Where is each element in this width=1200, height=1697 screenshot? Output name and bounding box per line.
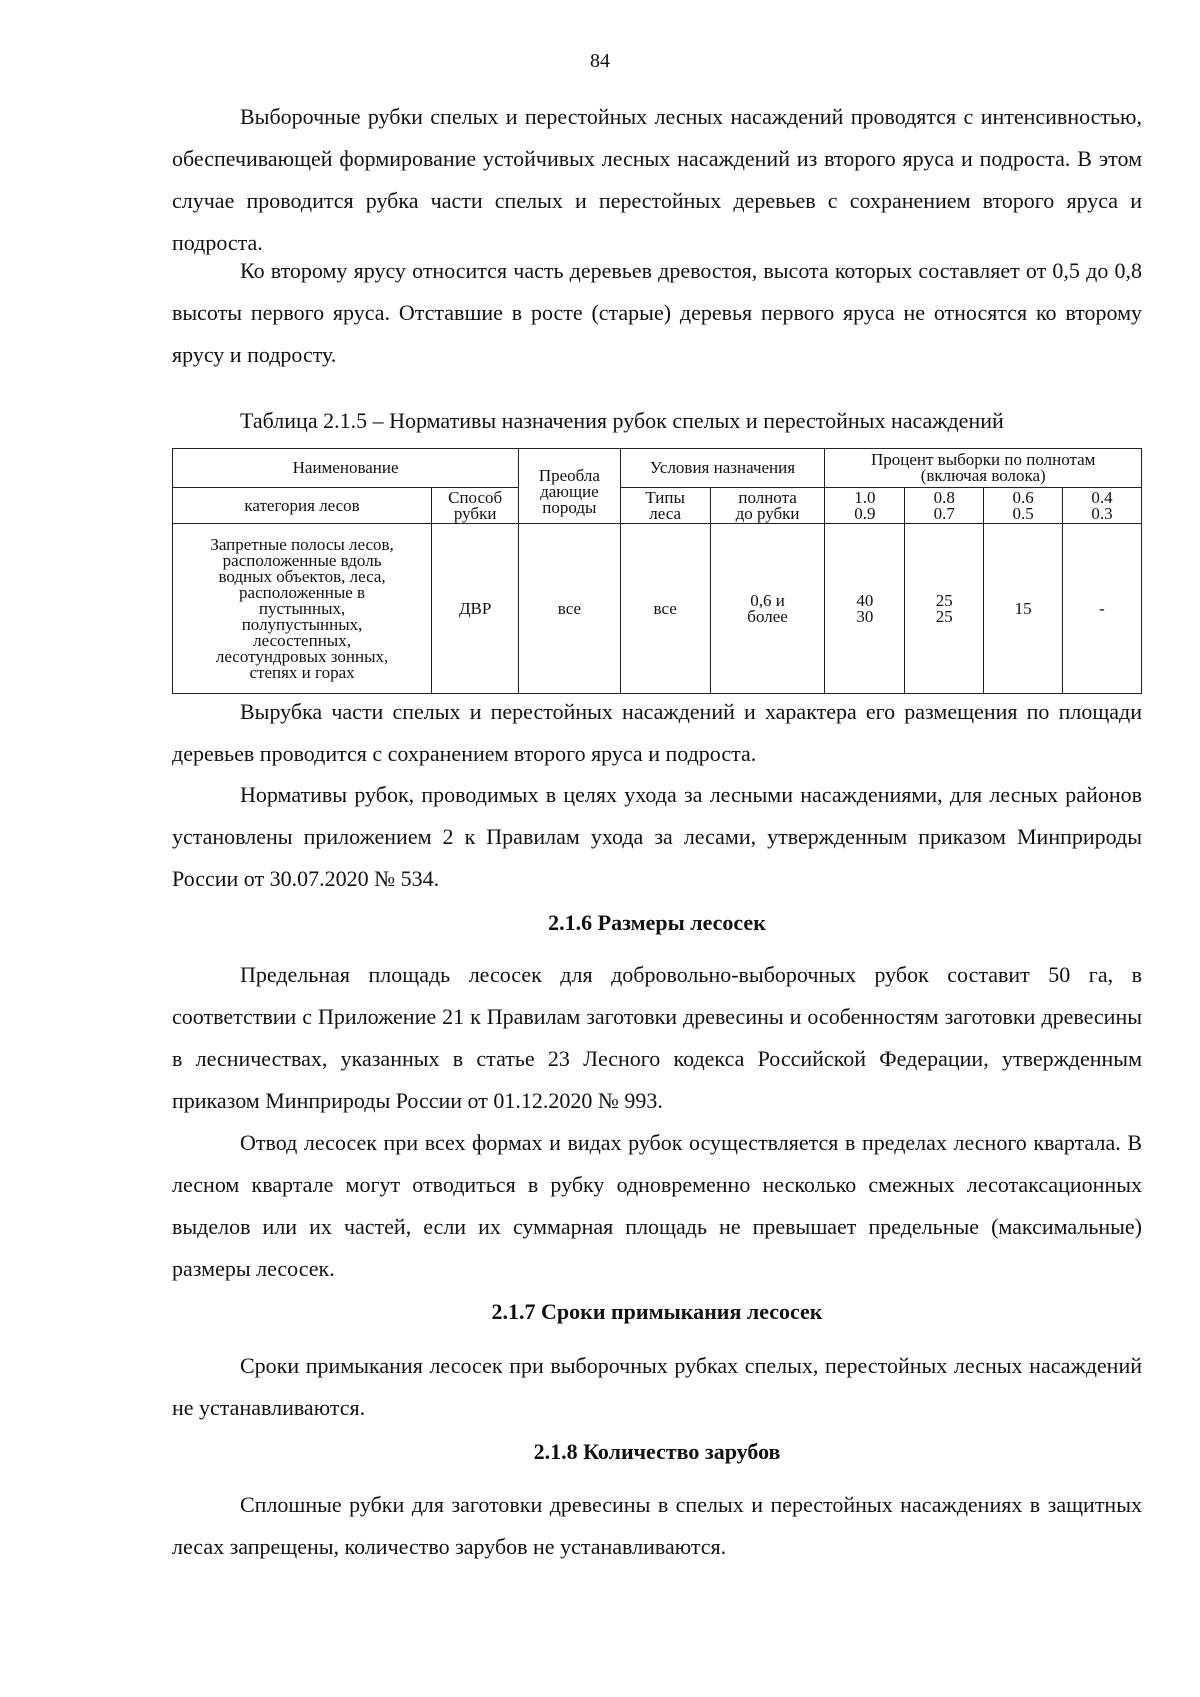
- table-row: [173, 524, 1142, 694]
- cell-method: ДВР: [432, 524, 519, 694]
- table-header-row-1: [173, 449, 1142, 488]
- cell-forest-category: Запретные полосы лесов, расположенные вдоль водных объектов, леса, расположенные в пустынных, полупустынных, лесостепных, лесотундровых зонных, степях и горах: [173, 524, 432, 694]
- paragraph-partial-felling: Вырубка части спелых и перестойных насаждений и характера его размещения по площади деревьев проводится с сохранением второго яруса и подроста.: [172, 699, 1142, 766]
- paragraph-allotment: Отвод лесосек при всех формах и видах рубок осуществляется в пределах лесного квартала. В лесном квартале могут отводиться в рубку одновременно несколько смежных лесотаксационных выделов или их частей, если их суммарная площадь не превышает предельные (максимальные) размеры лесосек.: [172, 1130, 1142, 1281]
- paragraph-adjacency: Сроки примыкания лесосек при выборочных рубках спелых, перестойных лесных насаждений не устанавливаются.: [172, 1353, 1142, 1420]
- cell-percent-3: 15: [984, 524, 1063, 694]
- table-header-row-2: [173, 488, 1142, 524]
- cell-forest-types: все: [620, 524, 710, 694]
- header-density-2: 0.8 0.7: [905, 488, 984, 524]
- header-density: полнота до рубки: [710, 488, 825, 524]
- paragraph-clear-felling: Сплошные рубки для заготовки древесины в спелых и перестойных насаждениях в защитных лесах запрещены, количество зарубов не устанавливаются.: [172, 1492, 1142, 1559]
- heading-cutting-area-size: 2.1.6 Размеры лесосек: [548, 910, 766, 935]
- table-caption: Таблица 2.1.5 – Нормативы назначения рубок спелых и перестойных насаждений: [240, 408, 1004, 433]
- header-species: Преобла дающие породы: [519, 449, 620, 524]
- paragraph-care-norms: Нормативы рубок, проводимых в целях ухода за лесными насаждениями, для лесных районов установлены приложением 2 к Правилам ухода за лесами, утвержденным приказом Минприроды России от 30.07.2020 № 534.: [172, 782, 1142, 891]
- header-density-3: 0.6 0.5: [984, 488, 1063, 524]
- paragraph-selective-felling: Выборочные рубки спелых и перестойных лесных насаждений проводятся с интенсивностью, обеспечивающей формирование устойчивых лесных насаждений из второго яруса и подроста. В этом случае проводится рубка части спелых и перестойных деревьев с сохранением второго яруса и подроста.: [172, 104, 1142, 255]
- header-name: Наименование: [173, 449, 519, 488]
- cell-percent-4: -: [1063, 524, 1142, 694]
- header-method: Способ рубки: [432, 488, 519, 524]
- paragraph-second-tier: Ко второму ярусу относится часть деревьев древостоя, высота которых составляет от 0,5 до 0,8 высоты первого яруса. Отставшие в росте (старые) деревья первого яруса не относятся ко второму ярусу и подросту.: [172, 258, 1142, 367]
- heading-adjacency-terms: 2.1.7 Сроки примыкания лесосек: [491, 1299, 823, 1324]
- header-conditions: Условия назначения: [620, 449, 825, 488]
- header-density-4: 0.4 0.3: [1063, 488, 1142, 524]
- header-forest-category: категория лесов: [173, 488, 432, 524]
- cell-percent-2: 25 25: [905, 524, 984, 694]
- page-number: 84: [590, 50, 610, 72]
- heading-cut-count: 2.1.8 Количество зарубов: [533, 1439, 781, 1464]
- cell-species: все: [519, 524, 620, 694]
- header-density-1: 1.0 0.9: [825, 488, 905, 524]
- cell-percent-1: 40 30: [825, 524, 905, 694]
- felling-norms-table: [172, 448, 1142, 694]
- cell-density: 0,6 и более: [710, 524, 825, 694]
- paragraph-max-area: Предельная площадь лесосек для добровольно-выборочных рубок составит 50 га, в соответствии с Приложение 21 к Правилам заготовки древесины и особенностям заготовки древесины в лесничествах, указанных в статье 23 Лесного кодекса Российской Федерации, утвержденным приказом Минприроды России от 01.12.2020 № 993.: [172, 962, 1142, 1113]
- header-forest-types: Типы леса: [620, 488, 710, 524]
- header-percent: Процент выборки по полнотам (включая волока): [825, 449, 1142, 488]
